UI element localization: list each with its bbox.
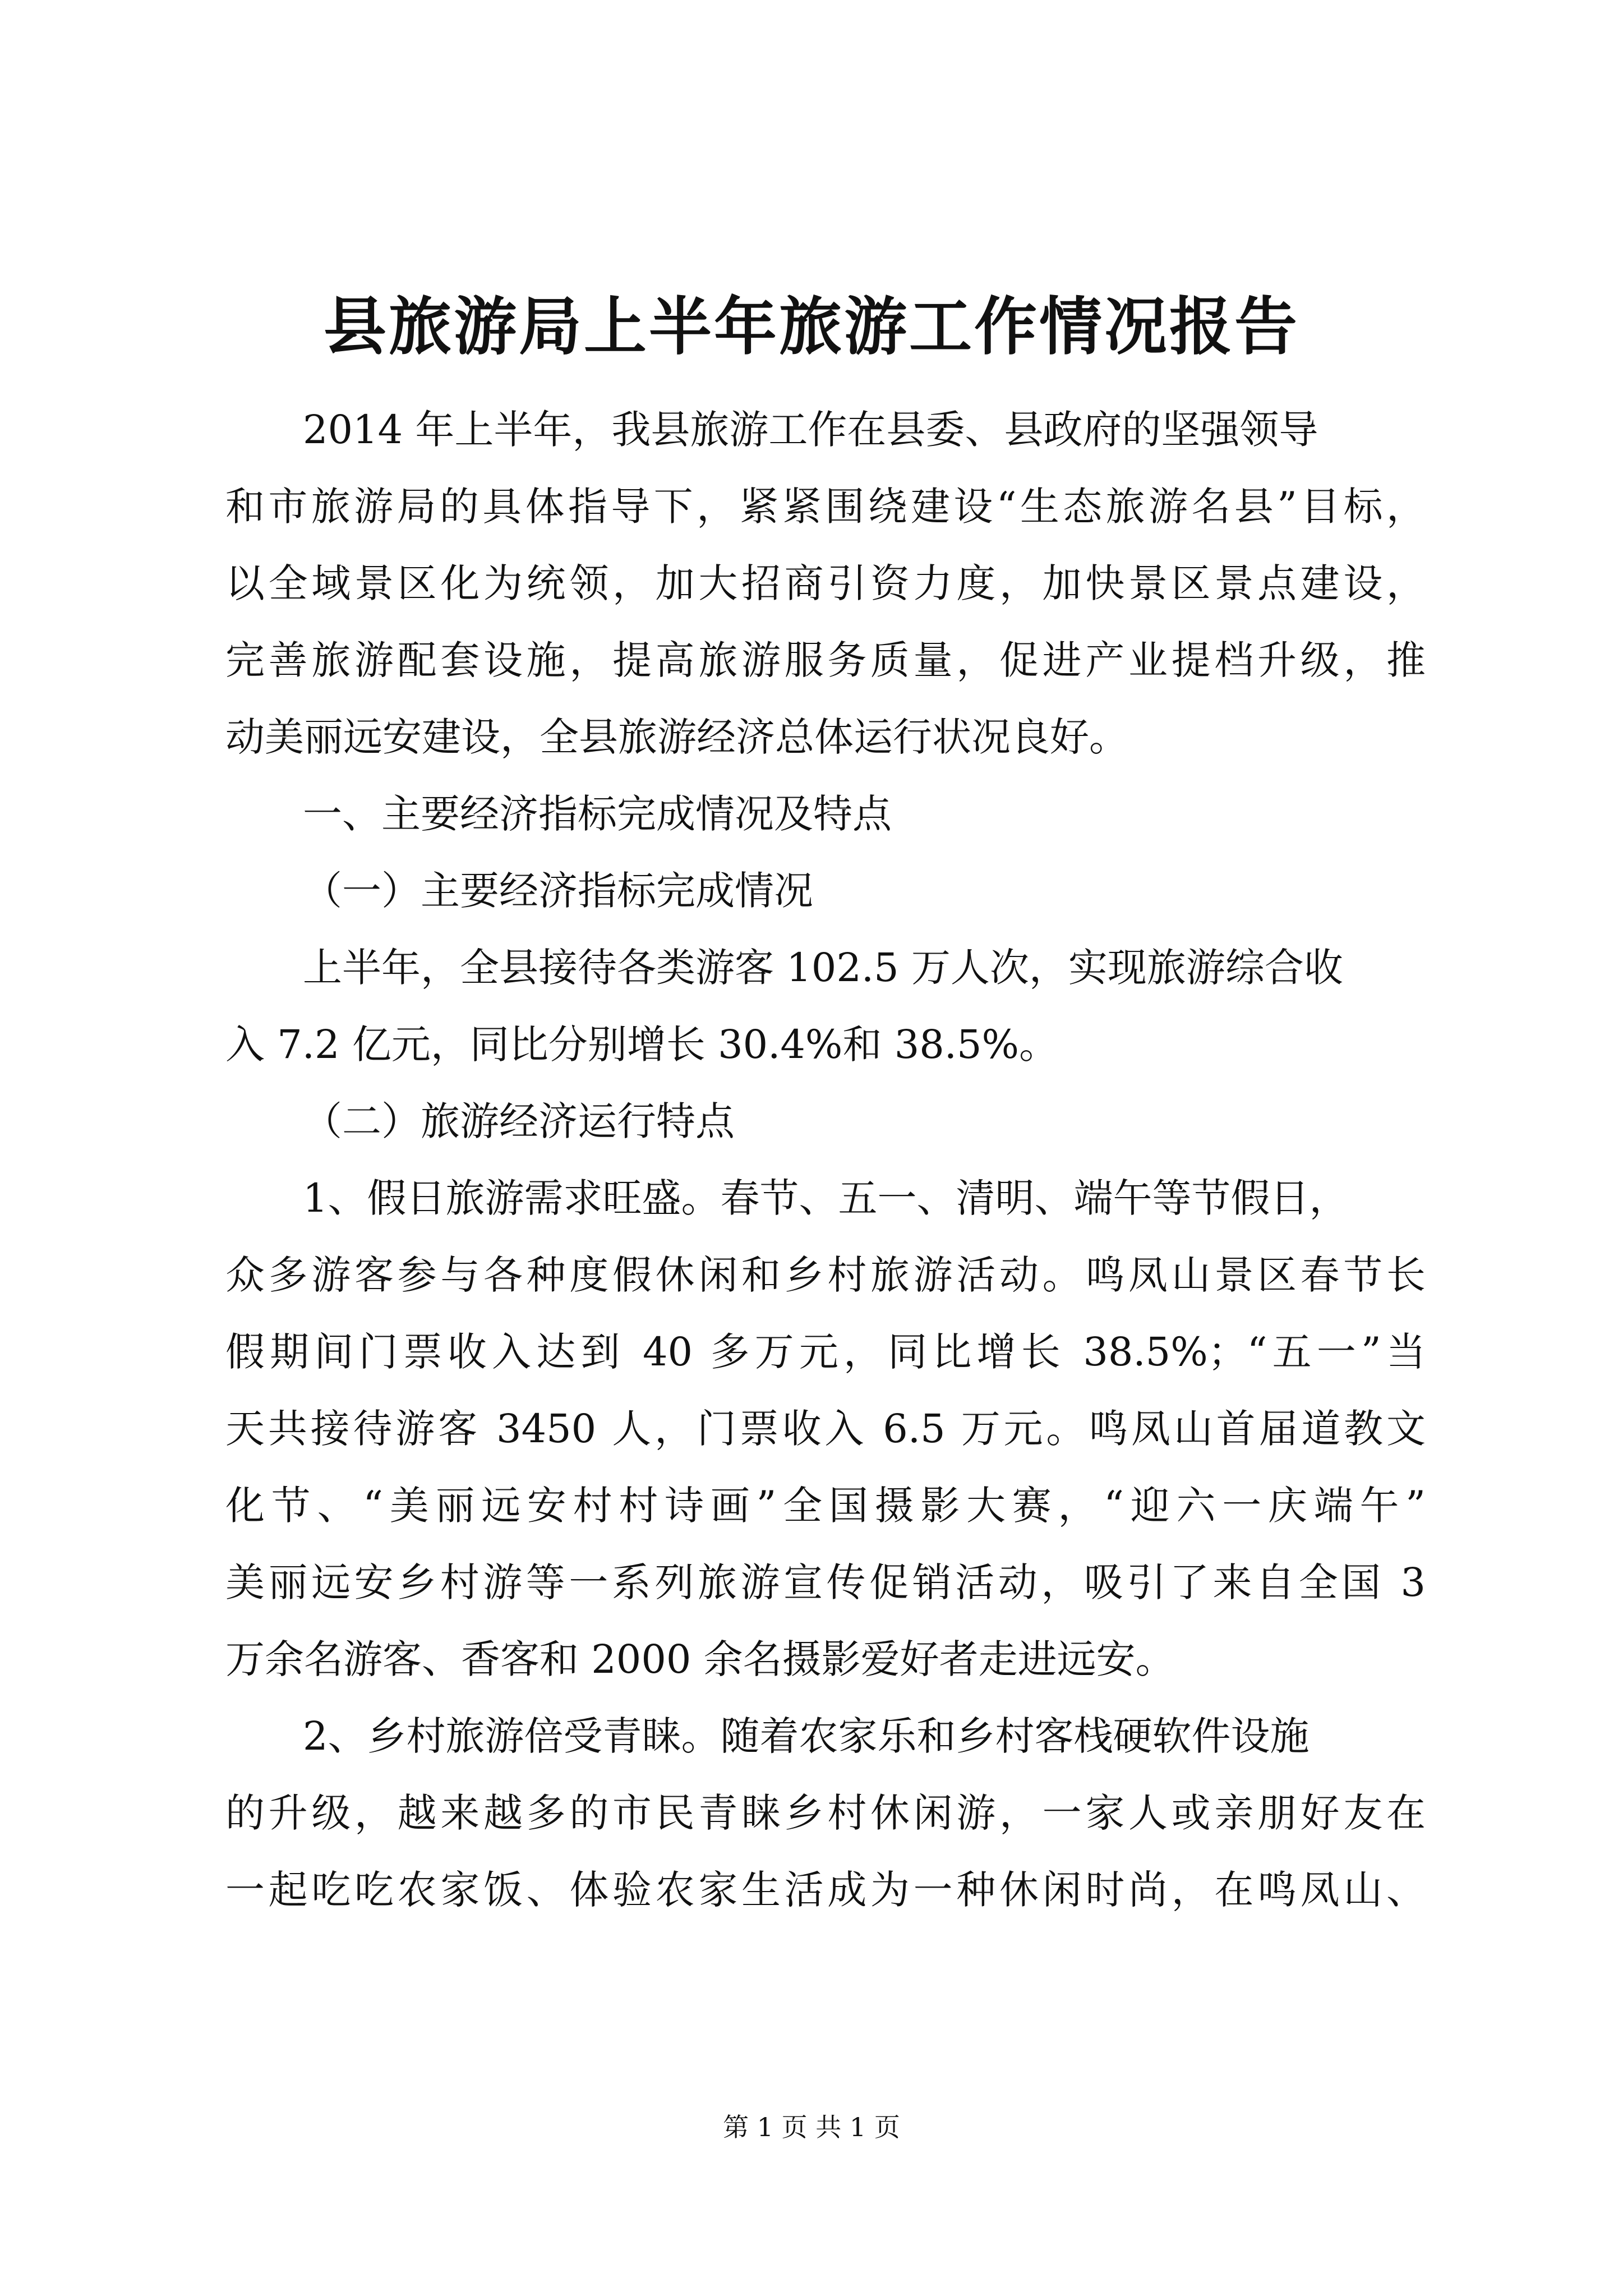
paragraph-line: 2014 年上半年，我县旅游工作在县委、县政府的坚强领导 — [303, 407, 1318, 453]
paragraph-line: 动美丽远安建设，全县旅游经济总体运行状况良好。 — [225, 714, 1128, 760]
paragraph-line: 假期间门票收入达到 40 多万元，同比增长 38.5%；“五一”当 — [225, 1329, 1426, 1375]
paragraph-line: 一起吃吃农家饭、体验农家生活成为一种休闲时尚，在鸣凤山、 — [225, 1867, 1426, 1913]
paragraph-line: 众多游客参与各种度假休闲和乡村旅游活动。鸣凤山景区春节长 — [225, 1252, 1426, 1298]
paragraph-line: 上半年，全县接待各类游客 102.5 万人次，实现旅游综合收 — [303, 945, 1343, 991]
paragraph-line: 和市旅游局的具体指导下，紧紧围绕建设“生态旅游名县”目标， — [225, 484, 1426, 530]
page-footer: 第 1 页 共 1 页 — [723, 2112, 900, 2142]
paragraph-line: 入 7.2 亿元，同比分别增长 30.4%和 38.5%。 — [225, 1022, 1059, 1068]
paragraph-line: 的升级，越来越多的市民青睐乡村休闲游，一家人或亲朋好友在 — [225, 1790, 1426, 1836]
paragraph-line: 天共接待游客 3450 人，门票收入 6.5 万元。鸣凤山首届道教文 — [225, 1406, 1426, 1452]
section-heading: 一、主要经济指标完成情况及特点 — [303, 791, 892, 837]
paragraph-line: 万余名游客、香客和 2000 余名摄影爱好者走进远安。 — [225, 1636, 1175, 1682]
subsection-heading: （一）主要经济指标完成情况 — [303, 868, 813, 914]
paragraph-line: 完善旅游配套设施，提高旅游服务质量，促进产业提档升级，推 — [225, 637, 1426, 683]
paragraph-line: 2、乡村旅游倍受青睐。随着农家乐和乡村客栈硬软件设施 — [303, 1713, 1310, 1759]
paragraph-line: 美丽远安乡村游等一系列旅游宣传促销活动，吸引了来自全国 3 — [225, 1559, 1426, 1605]
paragraph-line: 以全域景区化为统领，加大招商引资力度，加快景区景点建设， — [225, 560, 1426, 606]
paragraph-line: 1、假日旅游需求旺盛。春节、五一、清明、端午等节假日， — [303, 1175, 1349, 1221]
subsection-heading: （二）旅游经济运行特点 — [303, 1098, 735, 1144]
document-title: 县旅游局上半年旅游工作情况报告 — [324, 291, 1299, 364]
paragraph-line: 化节、“美丽远安村村诗画”全国摄影大赛，“迎六一庆端午” — [225, 1483, 1426, 1529]
